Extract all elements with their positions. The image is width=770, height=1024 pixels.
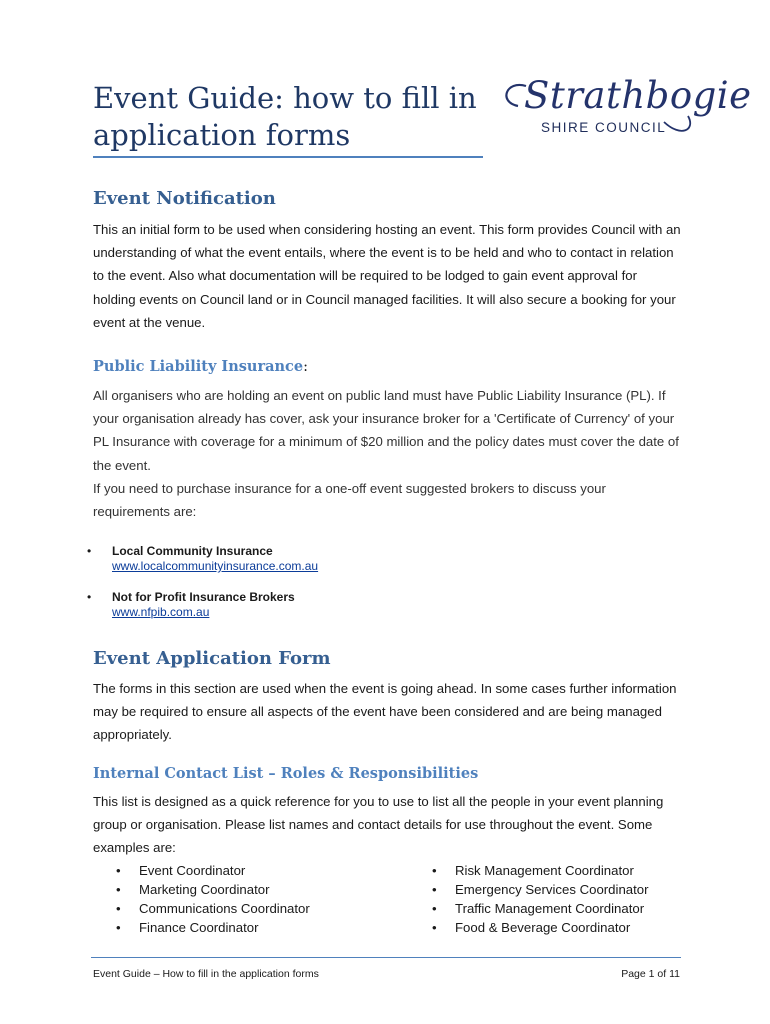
role-label: Traffic Management Coordinator bbox=[455, 901, 645, 916]
contact-list-heading: Internal Contact List – Roles & Responsibilities bbox=[93, 765, 479, 782]
list-item bbox=[432, 861, 649, 880]
logo-wordmark: Strathbogie bbox=[524, 74, 752, 117]
broker-link[interactable]: www.localcommunityinsurance.com.au bbox=[112, 559, 319, 573]
logo-subtitle: SHIRE COUNCIL bbox=[541, 120, 667, 135]
public-liability-heading-text: Public Liability Insurance bbox=[93, 358, 304, 375]
bullet: • bbox=[432, 882, 437, 897]
role-label: Communications Coordinator bbox=[139, 901, 310, 916]
list-item bbox=[116, 899, 310, 918]
role-label: Risk Management Coordinator bbox=[455, 863, 634, 878]
list-item bbox=[116, 880, 310, 899]
role-label: Emergency Services Coordinator bbox=[455, 882, 649, 897]
footer-document-title: Event Guide – How to fill in the application forms bbox=[93, 968, 319, 980]
bullet: • bbox=[87, 590, 92, 604]
public-liability-text: All organisers who are holding an event on public land must have Public Liability Insurance (PL). If your organisation already has cover, ask your insurance broker for a 'Certificate of Currency' of your PL Insurance with coverage for a minimum of $20 million and the policy dates must cover the date of the event. bbox=[93, 388, 679, 473]
heading-colon: : bbox=[303, 359, 308, 375]
event-notification-heading: Event Notification bbox=[93, 188, 276, 209]
bullet: • bbox=[432, 920, 437, 935]
broker-name: Not for Profit Insurance Brokers bbox=[112, 590, 295, 604]
list-item bbox=[432, 899, 649, 918]
page-title: Event Guide: how to fill in application forms bbox=[93, 81, 477, 152]
bullet: • bbox=[116, 863, 121, 878]
bullet: • bbox=[116, 882, 121, 897]
bullet: • bbox=[116, 920, 121, 935]
event-notification-text: This an initial form to be used when considering hosting an event. This form provides Council with an understanding of what the event entails, where the event is to be held and who to contact in relation to the event. Also what documentation will be required to be lodged to gain event approval for holding events on Council land or in Council managed facilities. It will also secure a booking for your event at the venue. bbox=[93, 222, 681, 330]
broker-link[interactable]: www.nfpib.com.au bbox=[112, 605, 210, 619]
bullet: • bbox=[432, 863, 437, 878]
event-application-text: The forms in this section are used when the event is going ahead. In some cases further information may be required to ensure all aspects of the event have been considered and are being managed appropriately. bbox=[93, 681, 677, 743]
bullet: • bbox=[432, 901, 437, 916]
bullet: • bbox=[87, 544, 92, 558]
list-item bbox=[432, 880, 649, 899]
council-logo bbox=[496, 72, 752, 142]
footer-divider bbox=[91, 957, 681, 958]
list-item bbox=[116, 861, 310, 880]
event-application-heading: Event Application Form bbox=[93, 648, 331, 669]
roles-list-left bbox=[116, 861, 310, 937]
page-number: Page 1 of 11 bbox=[621, 968, 680, 980]
roles-list-right bbox=[432, 861, 649, 937]
public-liability-heading bbox=[93, 358, 308, 375]
list-item bbox=[432, 918, 649, 937]
contact-list-text: This list is designed as a quick reference for you to use to list all the people in your event planning group or organisation. Please list names and contact details for use throughout the event. Some examples are: bbox=[93, 794, 664, 856]
broker-intro-text: If you need to purchase insurance for a one-off event suggested brokers to discuss your requirements are: bbox=[93, 481, 606, 520]
role-label: Finance Coordinator bbox=[139, 920, 259, 935]
role-label: Marketing Coordinator bbox=[139, 882, 270, 897]
role-label: Event Coordinator bbox=[139, 863, 246, 878]
role-label: Food & Beverage Coordinator bbox=[455, 920, 631, 935]
title-underline bbox=[93, 156, 483, 158]
bullet: • bbox=[116, 901, 121, 916]
broker-name: Local Community Insurance bbox=[112, 544, 273, 558]
list-item bbox=[116, 918, 310, 937]
